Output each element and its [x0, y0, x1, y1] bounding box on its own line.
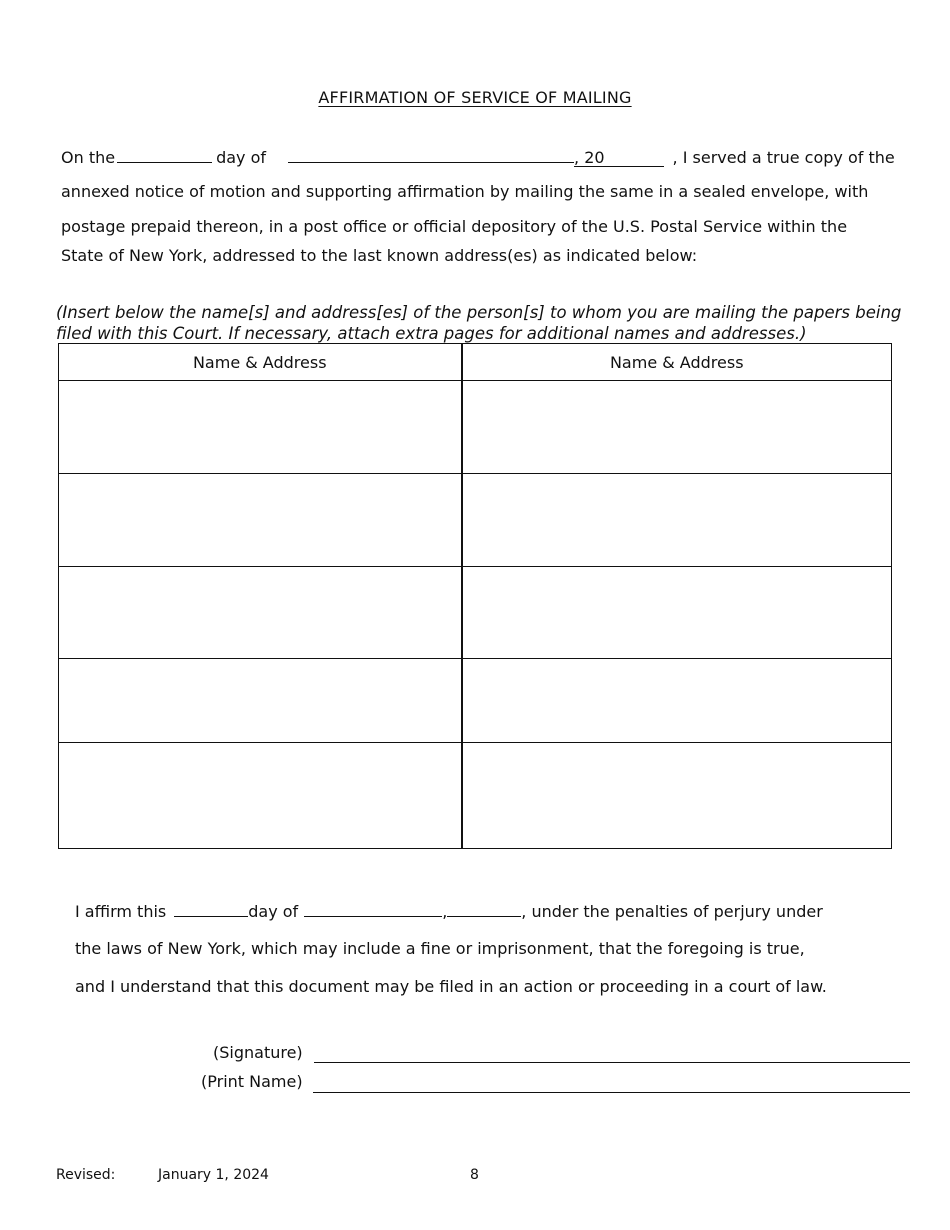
revised-date: January 1, 2024	[158, 1167, 269, 1183]
served-month-field[interactable]	[288, 146, 574, 163]
table-row	[59, 743, 892, 849]
form-title: AFFIRMATION OF SERVICE OF MAILING	[318, 88, 632, 107]
address-cell-5-2[interactable]	[462, 743, 892, 849]
instructions-line-2: filed with this Court. If necessary, attach extra pages for additional names and addresses.)	[56, 324, 807, 343]
col2-header: Name & Address	[462, 344, 892, 381]
i-affirm-text: I affirm this	[75, 902, 167, 921]
instructions	[56, 302, 906, 344]
table-header-row	[59, 344, 892, 381]
affirm-comma-text: ,	[442, 902, 448, 921]
instructions-line-1: (Insert below the name[s] and address[es] of the person[s] to whom you are mailing the papers being	[56, 303, 902, 322]
affirm-year-field[interactable]	[447, 900, 521, 917]
served-day-field[interactable]	[117, 146, 212, 163]
signature-label: (Signature)	[213, 1043, 303, 1062]
page-title	[0, 88, 950, 107]
intro-line-3: postage prepaid thereon, in a post office or official depository of the U.S. Postal Service within the	[61, 217, 848, 236]
address-cell-3-2[interactable]	[462, 567, 892, 659]
address-cell-2-2[interactable]	[462, 474, 892, 567]
address-cell-1-2[interactable]	[462, 381, 892, 474]
affirm-line-3: and I understand that this document may be filed in an action or proceeding in a court of law.	[75, 977, 827, 996]
table-row	[59, 567, 892, 659]
print-name-line[interactable]	[313, 1091, 910, 1093]
table-row	[59, 381, 892, 474]
table-row	[59, 474, 892, 567]
address-cell-3-1[interactable]	[59, 567, 462, 659]
served-text: , I served a true copy of the	[672, 148, 895, 167]
affirm-day-field[interactable]	[174, 900, 248, 917]
table-row	[59, 659, 892, 743]
intro-line-4: State of New York, addressed to the last known address(es) as indicated below:	[61, 246, 698, 265]
affirm-day-of-text: day of	[248, 902, 299, 921]
address-table	[58, 343, 892, 849]
affirm-month-field[interactable]	[304, 900, 442, 917]
day-of-text: day of	[216, 148, 267, 167]
address-cell-5-1[interactable]	[59, 743, 462, 849]
revised-label: Revised:	[56, 1167, 116, 1183]
address-cell-4-2[interactable]	[462, 659, 892, 743]
signature-line[interactable]	[314, 1061, 910, 1063]
affirm-line-1	[75, 900, 823, 921]
intro-line-2: annexed notice of motion and supporting affirmation by mailing the same in a sealed envelope, with	[61, 182, 869, 201]
penalties-text: , under the penalties of perjury under	[521, 902, 823, 921]
page-number: 8	[470, 1167, 479, 1183]
print-name-label: (Print Name)	[201, 1072, 303, 1091]
year-prefix-text: , 20	[574, 148, 605, 167]
intro-line-1	[61, 146, 895, 167]
on-the-text: On the	[61, 148, 116, 167]
address-cell-4-1[interactable]	[59, 659, 462, 743]
address-cell-2-1[interactable]	[59, 474, 462, 567]
affirm-line-2: the laws of New York, which may include a fine or imprisonment, that the foregoing is true,	[75, 939, 805, 958]
address-cell-1-1[interactable]	[59, 381, 462, 474]
col1-header: Name & Address	[59, 344, 462, 381]
